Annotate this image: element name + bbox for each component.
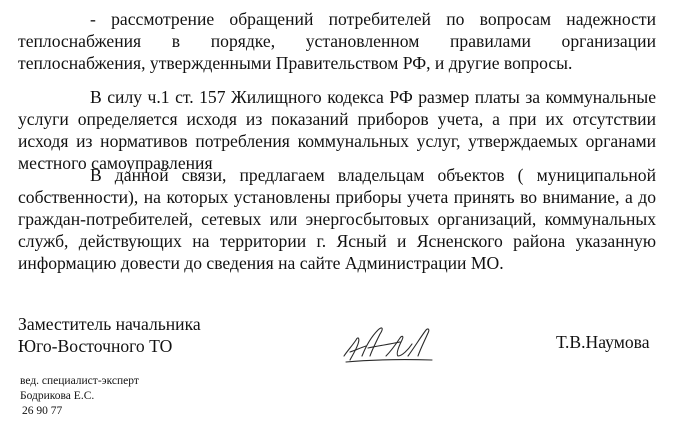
paragraph-proposal: В данной связи, предлагаем владельцам объектов ( муниципальной собственности), на которых установлены приборы учета принять во внимание, а до граждан-потребителей, сетевых или энергосбытовых организаций, коммунальных служб, действующих на территории г. Ясный и Ясненского района указанную информацию довести до сведения на сайте Администрации МО. bbox=[18, 165, 656, 273]
executor-phone: 26 90 77 bbox=[22, 405, 63, 417]
signatory-position bbox=[18, 313, 201, 357]
signatory-position-line1: Заместитель начальника bbox=[18, 314, 201, 334]
paragraph-consumer-appeals: - рассмотрение обращений потребителей по вопросам надежности теплоснабжения в порядке, установленном правилами организации теплоснабжения, утвержденными Правительством РФ, и другие вопросы. bbox=[18, 9, 656, 73]
executor-name: Бодрикова Е.С. bbox=[20, 390, 95, 402]
executor-info bbox=[20, 374, 139, 419]
handwritten-signature bbox=[338, 316, 438, 368]
executor-title: вед. специалист-эксперт bbox=[20, 375, 139, 387]
signatory-name: Т.В.Наумова bbox=[556, 332, 650, 352]
signatory-position-line2: Юго-Восточного ТО bbox=[18, 336, 173, 356]
paragraph-housing-code: В силу ч.1 ст. 157 Жилищного кодекса РФ размер платы за коммунальные услуги определяется исходя из показаний приборов учета, а при их отсутствии исходя из нормативов потребления коммунальных услуг, утверждаемых органами местного самоуправления bbox=[18, 87, 656, 173]
